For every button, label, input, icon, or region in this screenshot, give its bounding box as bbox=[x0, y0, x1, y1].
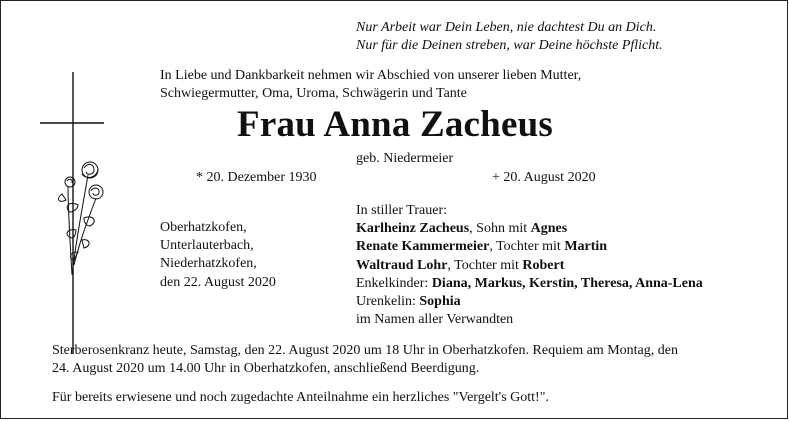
deceased-name: Frau Anna Zacheus bbox=[237, 104, 553, 145]
grandchildren-row bbox=[356, 275, 703, 293]
place-date: den 22. August 2020 bbox=[160, 274, 276, 290]
place-line: Niederhatzkofen, bbox=[160, 256, 257, 272]
notice-line-2: 24. August 2020 um 14.00 Uhr in Oberhatzkofen, anschließend Beerdigung. bbox=[52, 361, 480, 376]
verse-line-2: Nur für die Deinen streben, war Deine höchste Pflicht. bbox=[356, 38, 663, 53]
birth-date: * 20. Dezember 1930 bbox=[196, 170, 317, 185]
mourner-relation: , Sohn mit bbox=[469, 221, 531, 237]
intro-line-2: Schwiegermutter, Oma, Uroma, Schwägerin und Tante bbox=[160, 86, 467, 101]
mourner-partner: Agnes bbox=[530, 221, 568, 237]
rose-icon bbox=[59, 162, 103, 275]
mourner-relation: , Tochter mit bbox=[489, 239, 565, 255]
mourner-partner: Robert bbox=[522, 257, 565, 273]
mourner-row bbox=[356, 238, 703, 256]
maiden-name: geb. Niedermeier bbox=[356, 151, 454, 166]
verse-line-1: Nur Arbeit war Dein Leben, nie dachtest Du an Dich. bbox=[356, 20, 657, 35]
mourner-name: Karlheinz Zacheus bbox=[356, 221, 470, 237]
death-date: + 20. August 2020 bbox=[492, 170, 596, 185]
greatgrandchild-label: Urenkelin: bbox=[356, 294, 420, 310]
mourner-name: Waltraud Lohr bbox=[356, 257, 448, 273]
intro-line-1: In Liebe und Dankbarkeit nehmen wir Abschied von unserer lieben Mutter, bbox=[160, 68, 582, 83]
mourner-name: Renate Kammermeier bbox=[356, 239, 490, 255]
mourners-block bbox=[356, 202, 703, 329]
grandchildren-label: Enkelkinder: bbox=[356, 275, 432, 291]
mourner-row bbox=[356, 220, 703, 238]
mourners-heading: In stiller Trauer: bbox=[356, 203, 447, 218]
places-block bbox=[160, 219, 276, 292]
mourner-partner: Martin bbox=[564, 239, 608, 255]
thanks-line: Für bereits erwiesene und noch zugedachte Anteilnahme ein herzliches "Vergelt's Gott!". bbox=[52, 390, 549, 405]
mourner-row bbox=[356, 257, 703, 275]
place-line: Unterlauterbach, bbox=[160, 238, 254, 254]
notice-line-1: Sterberosenkranz heute, Samstag, den 22. August 2020 um 18 Uhr in Oberhatzkofen. Requiem am Montag, den bbox=[52, 343, 678, 358]
greatgrandchild-row bbox=[356, 293, 703, 311]
place-line: Oberhatzkofen, bbox=[160, 220, 247, 235]
greatgrandchild-name: Sophia bbox=[419, 294, 461, 310]
mourner-relation: , Tochter mit bbox=[447, 257, 523, 273]
grandchildren-names: Diana, Markus, Kerstin, Theresa, Anna-Lena bbox=[431, 275, 703, 291]
mourners-closing: im Namen aller Verwandten bbox=[356, 312, 514, 328]
